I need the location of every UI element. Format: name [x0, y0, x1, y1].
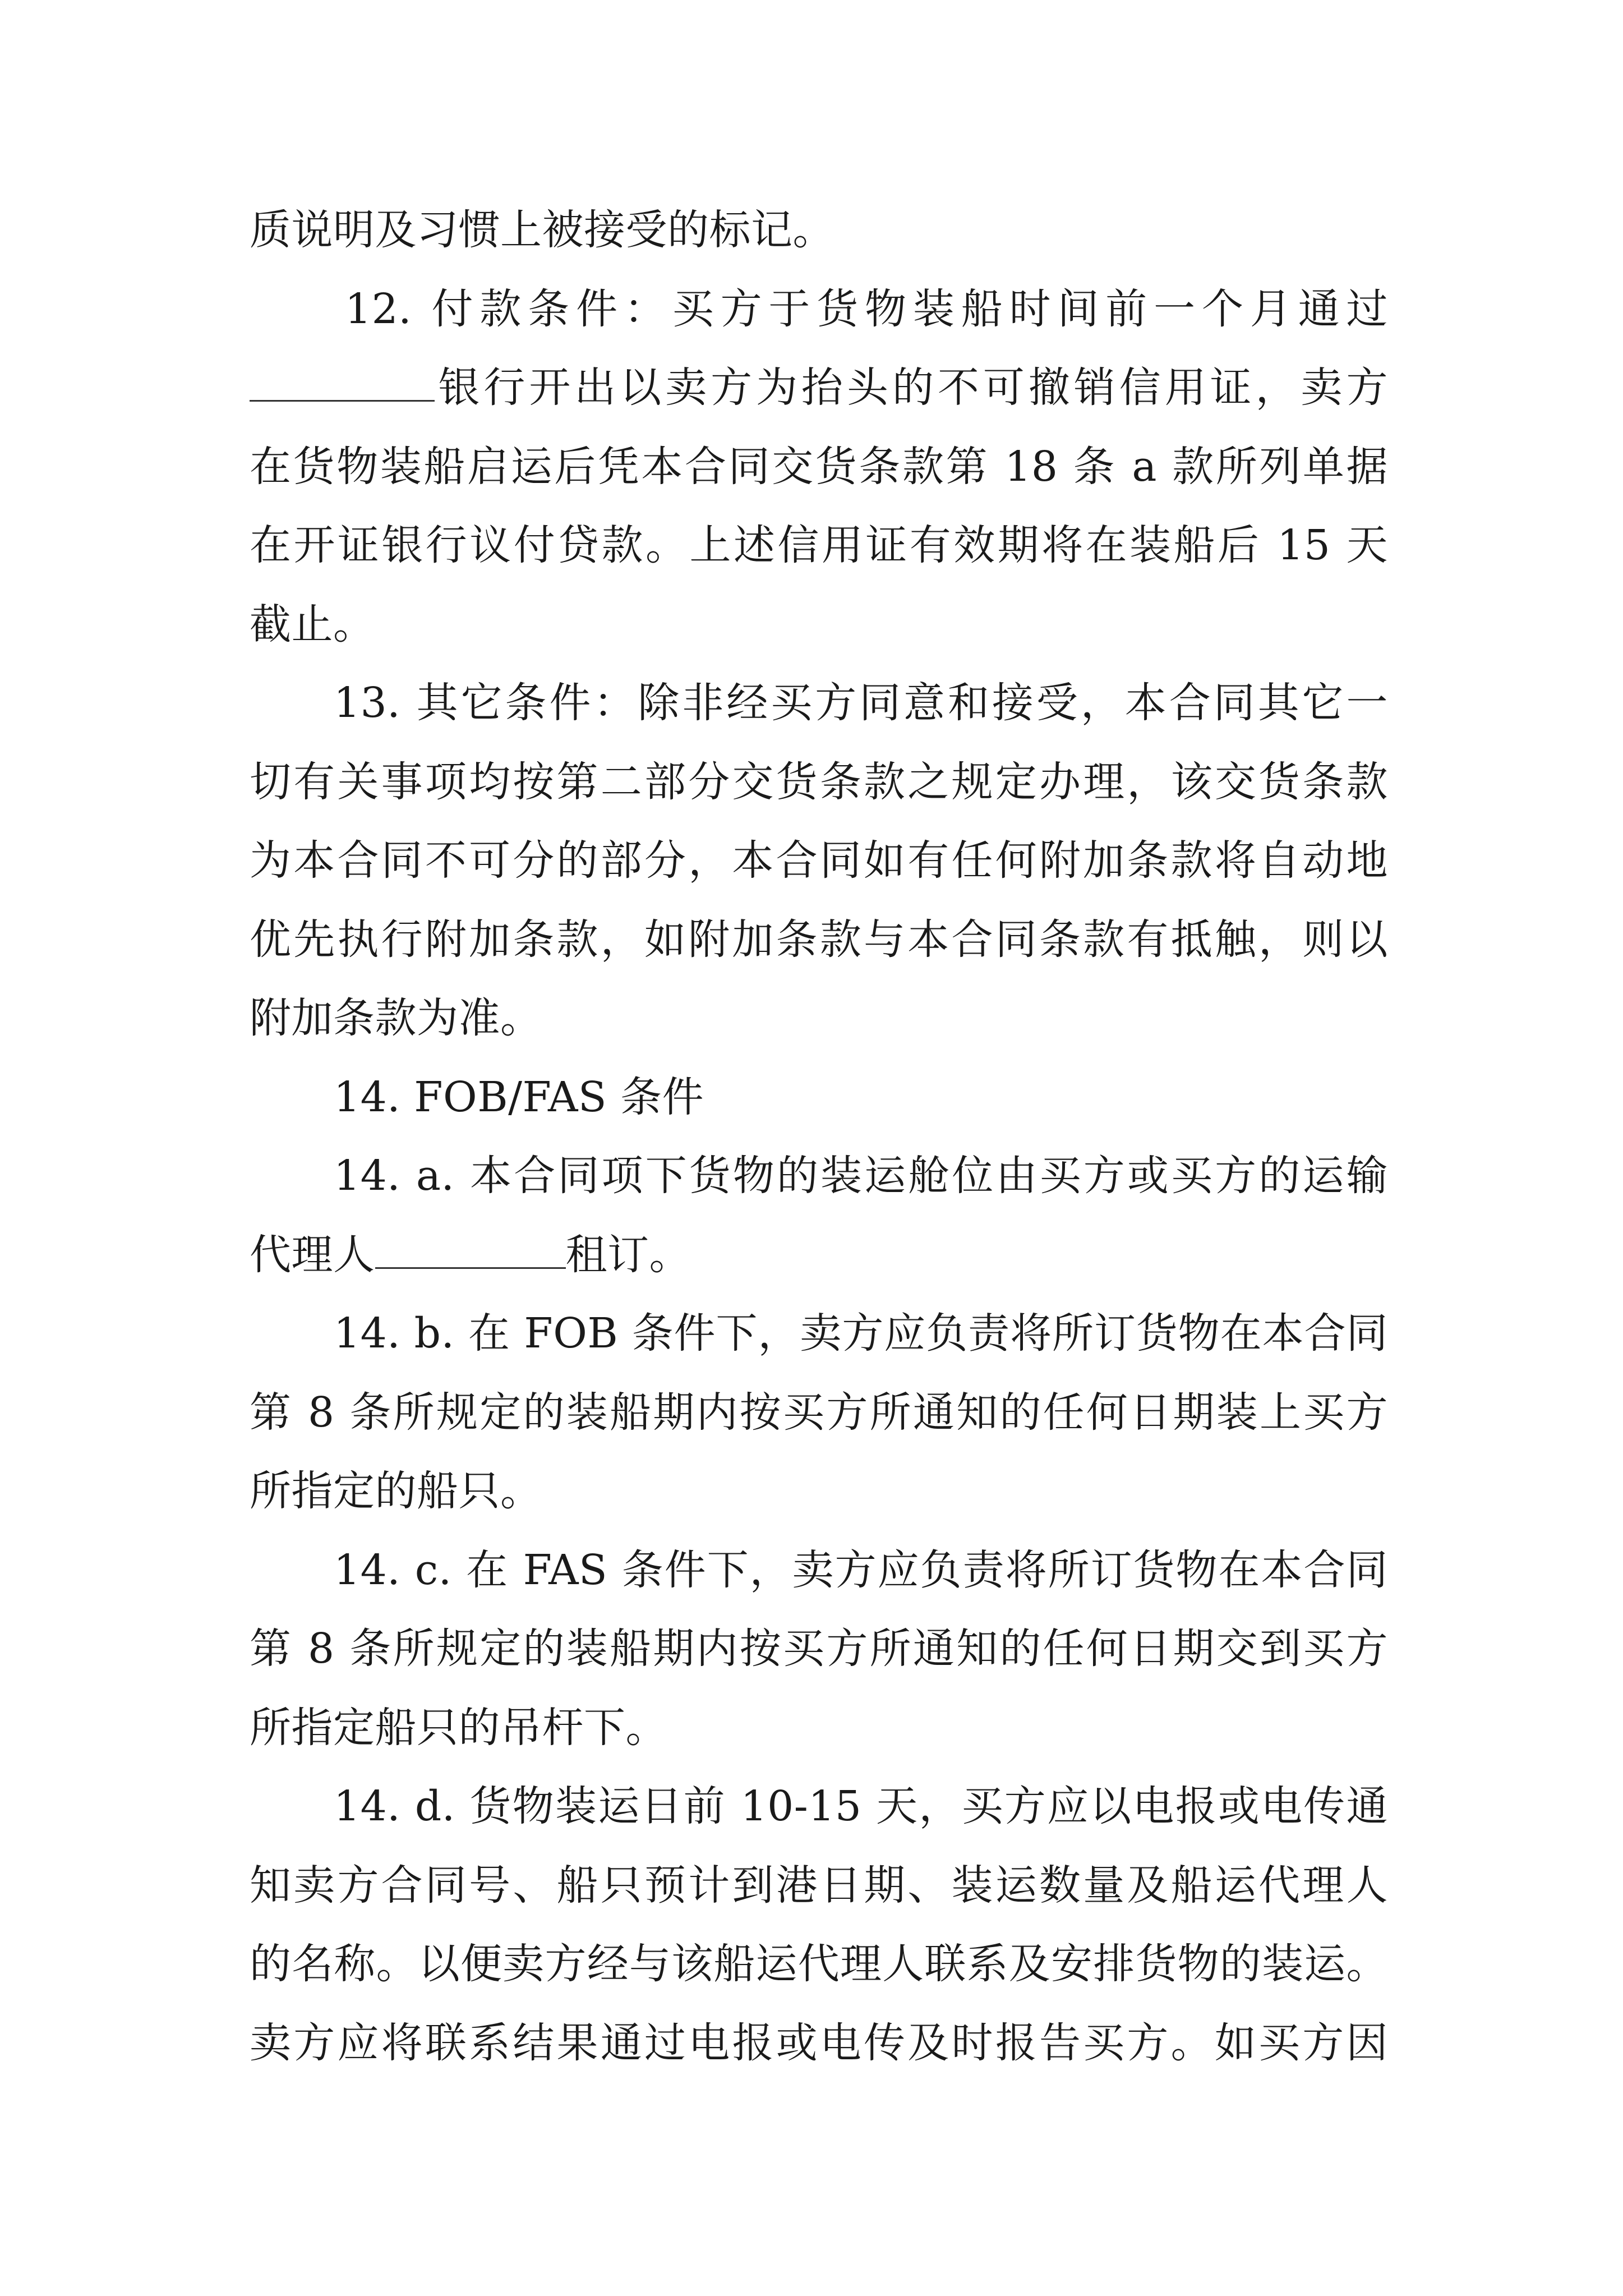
text-line: 质说明及习惯上被接受的标记。	[250, 206, 834, 254]
text-line: 在开证银行议付贷款。上述信用证有效期将在装船后 15 天	[250, 521, 1388, 569]
text-line: 所指定的船只。	[250, 1467, 542, 1515]
clause-14a-line: 14. a. 本合同项下货物的装运舱位由买方或买方的运输	[334, 1152, 1388, 1200]
text-line: 第 8 条所规定的装船期内按买方所通知的任何日期装上买方	[250, 1388, 1388, 1437]
text-line: 知卖方合同号、船只预计到港日期、装运数量及船运代理人	[250, 1861, 1388, 1910]
text-line: 优先执行附加条款，如附加条款与本合同条款有抵触，则以	[250, 915, 1388, 964]
clause-13-heading-line: 13. 其它条件：除非经买方同意和接受，本合同其它一	[334, 679, 1388, 727]
text-line: 所指定船只的吊杆下。	[250, 1703, 667, 1752]
text-before-blank: 代理人	[250, 1230, 375, 1279]
text-line-with-blank	[250, 348, 1388, 427]
text-line-with-blank	[250, 1216, 1388, 1295]
clause-14d-line: 14. d. 货物装运日前 10-15 天，买方应以电报或电传通	[334, 1782, 1388, 1830]
fill-in-blank-agent	[375, 1232, 566, 1269]
fill-in-blank-bank	[250, 365, 435, 402]
text-after-blank: 租订。	[565, 1230, 691, 1279]
text-line: 为本合同不可分的部分，本合同如有任何附加条款将自动地	[250, 836, 1388, 885]
text-line: 卖方应将联系结果通过电报或电传及时报告买方。如买方因	[250, 2018, 1388, 2067]
text-line: 截止。	[250, 600, 375, 648]
text-line: 的名称。以便卖方经与该船运代理人联系及安排货物的装运。	[250, 1940, 1388, 1988]
text-after-blank: 银行开出以卖方为抬头的不可撤销信用证，卖方	[435, 364, 1388, 412]
clause-14b-line: 14. b. 在 FOB 条件下，卖方应负责将所订货物在本合同	[334, 1309, 1388, 1358]
clause-12-heading-line: 12. 付款条件：买方于货物装船时间前一个月通过	[345, 284, 1388, 333]
text-line: 切有关事项均按第二部分交货条款之规定办理，该交货条款	[250, 757, 1388, 806]
text-line: 第 8 条所规定的装船期内按买方所通知的任何日期交到买方	[250, 1625, 1388, 1673]
text-line: 在货物装船启运后凭本合同交货条款第 18 条 a 款所列单据	[250, 442, 1388, 491]
clause-14-heading: 14. FOB/FAS 条件	[334, 1073, 704, 1121]
document-body	[250, 191, 1388, 2082]
text-line: 附加条款为准。	[250, 994, 542, 1042]
clause-14c-line: 14. c. 在 FAS 条件下，卖方应负责将所订货物在本合同	[334, 1545, 1388, 1594]
